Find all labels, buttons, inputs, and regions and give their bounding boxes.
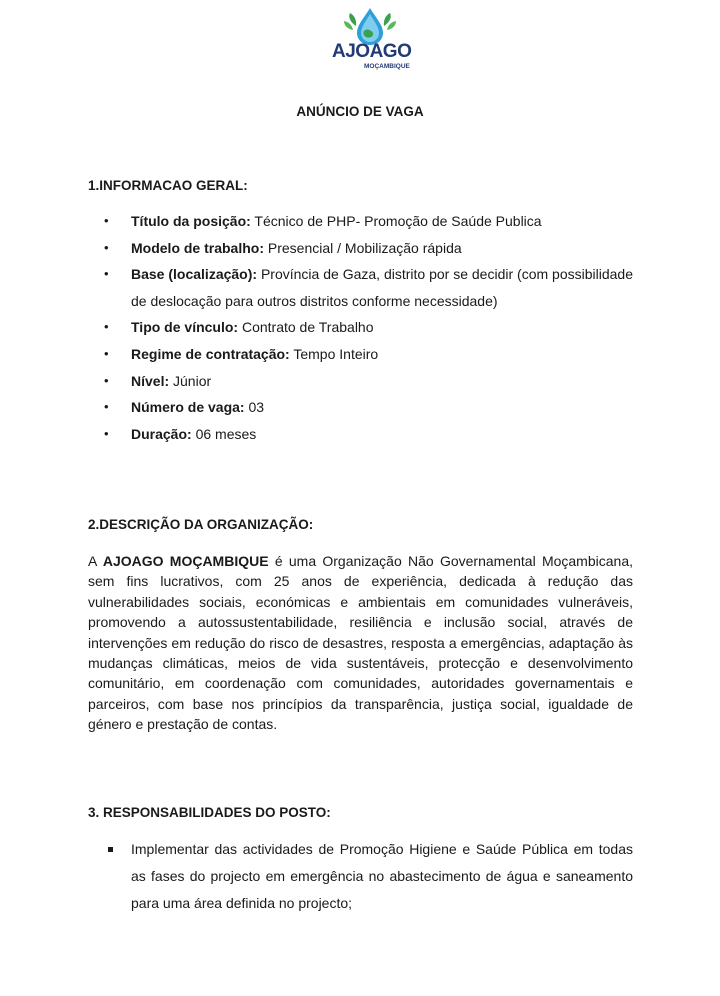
responsibilities-list [88,836,633,917]
section1-heading: 1.INFORMACAO GERAL: [88,178,248,193]
item-label: Número de vaga: [131,399,245,416]
general-info-list [88,208,633,447]
item-value: 03 [244,399,265,416]
organization-name: AJOAGO MOÇAMBIQUE [102,553,269,569]
bullet-icon: • [104,345,109,361]
responsibility-text: Implementar das actividades de Promoção Higiene e Saúde Pública em todas as fases do projecto em emergência no abastecimento de água e saneamento para uma área definida no projecto; [131,841,633,911]
bullet-icon: • [104,239,109,255]
bullet-icon: • [104,266,109,282]
list-item [88,314,633,341]
item-label: Base (localização): [131,266,258,283]
list-item [88,394,633,421]
item-value: 06 meses [191,425,257,442]
organization-description [88,551,633,735]
list-item [88,208,633,235]
bullet-icon: • [104,213,109,228]
item-label: Duração: [131,425,192,442]
item-label: Regime de contratação: [131,345,290,362]
list-item [88,341,633,368]
description-intro: A [88,553,103,569]
list-item [88,261,633,314]
logo-wordmark: AJOAGO [332,41,412,62]
list-item [88,421,633,448]
square-bullet-icon [108,847,113,852]
document-title: ANÚNCIO DE VAGA [296,104,424,119]
item-value: Presencial / Mobilização rápida [264,239,462,256]
bullet-icon: • [104,319,109,335]
description-text: é uma Organização Não Governamental Moçambicana, sem fins lucrativos, com 25 anos de experiência, dedicada à redução das vulnerabilidades sociais, económicas e ambientais em comunidades vulneráveis, promovendo a autossustentabilidade, resiliência e inclusão social, através de intervenções em redução do risco de desastres, resposta a emergências, adaptação às mudanças climáticas, meios de vida sustentáveis, protecção e desenvolvimento comunitário, em coordenação com comunidades, autoridades governamentais e parceiros, com base nos princípios da transparência, justiça social, igualdade de género e prestação de contas. [88,553,633,733]
bullet-icon: • [104,372,109,388]
item-label: Título da posição: [131,213,251,229]
item-value: Tempo Inteiro [289,345,379,362]
list-item [88,235,633,262]
bullet-icon: • [104,399,109,415]
bullet-icon: • [104,425,109,441]
section3-heading: 3. RESPONSABILIDADES DO POSTO: [88,805,331,820]
item-value: Júnior [169,372,212,389]
water-drop-globe-icon [328,6,412,46]
item-label: Tipo de vínculo: [131,319,239,336]
item-value: Técnico de PHP- Promoção de Saúde Publica [250,213,542,229]
item-value: Província de Gaza, distrito por se decidir (com possibilidade de deslocação para outros distritos conforme necessidade) [131,266,633,309]
item-value: Contrato de Trabalho [238,319,374,336]
item-label: Nível: [131,372,170,389]
list-item [88,836,633,917]
logo-subtitle: MOÇAMBIQUE [364,63,410,70]
item-label: Modelo de trabalho: [131,239,264,256]
list-item [88,368,633,395]
section2-heading: 2.DESCRIÇÃO DA ORGANIZAÇÃO: [88,517,314,532]
